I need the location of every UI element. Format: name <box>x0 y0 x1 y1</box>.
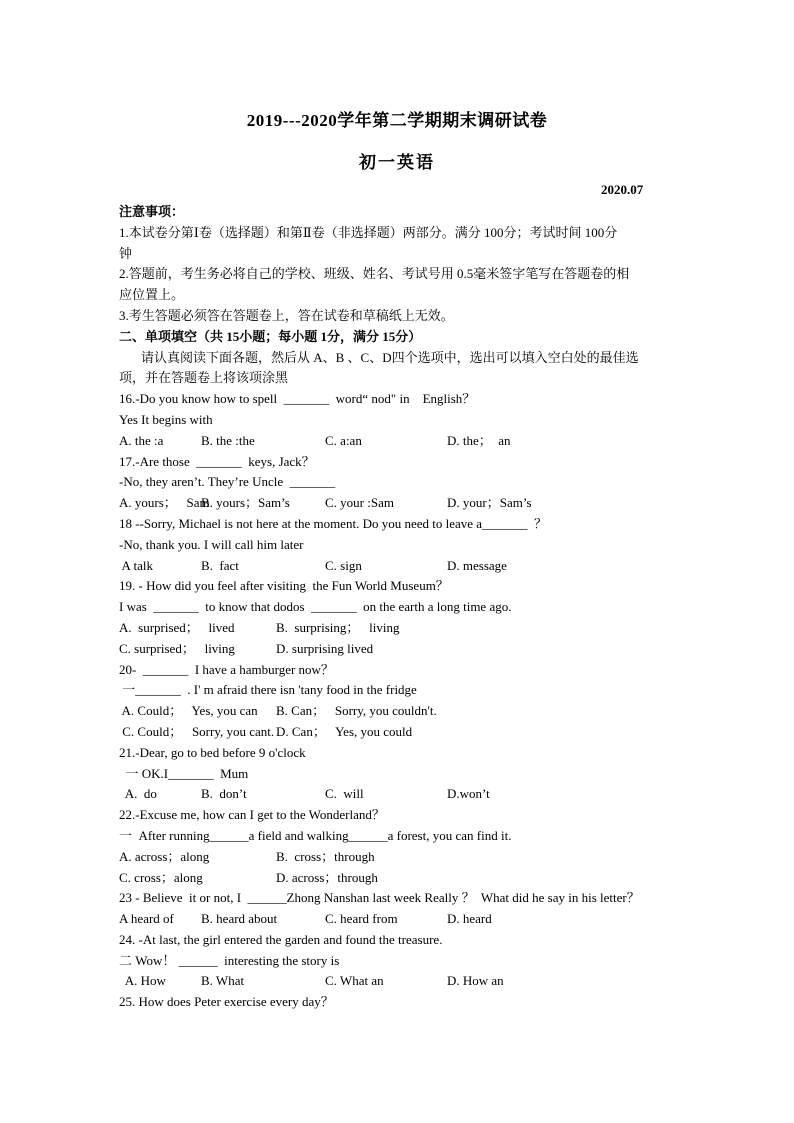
answer-option: C. will <box>325 786 364 802</box>
note-line: 应位置上。 <box>119 287 185 303</box>
answer-option: D. across；through <box>276 869 378 885</box>
question-stem: 20- _______ I have a hamburger now？ <box>119 661 334 677</box>
question-item <box>119 930 681 992</box>
question-stem: 24. -At last, the girl entered the garden and found the treasure. <box>119 931 443 947</box>
question-stem: 22.-Excuse me, how can I get to the Wonderland？ <box>119 807 385 823</box>
question-dialogue-line: -No, they aren’t. They’re Uncle _______ <box>119 474 336 490</box>
question-item <box>119 452 681 514</box>
answer-option: A. do <box>119 786 157 802</box>
answer-option: C. What an <box>325 973 384 989</box>
option-row <box>119 971 681 992</box>
question-stem: 23 - Believe it or not, I ______Zhong Nanshan last week Really ？ What did he say in his letter？ <box>119 890 640 906</box>
question-dialogue-line: 一_______ . I' m afraid there isn 'tany food in the fridge <box>119 682 417 698</box>
answer-option: D. heard <box>447 911 492 927</box>
question-stem: 21.-Dear, go to bed before 9 o'clock <box>119 744 306 760</box>
option-row <box>119 618 681 639</box>
question-dialogue-line: Yes It begins with <box>119 411 213 427</box>
question-item <box>119 389 681 451</box>
answer-option: A. How <box>119 973 166 989</box>
answer-option: C. your :Sam <box>325 495 394 511</box>
answer-option: D. surprising lived <box>276 640 374 656</box>
exam-date: 2020.07 <box>601 182 644 197</box>
answer-option: B. don’t <box>201 786 247 802</box>
answer-option: D. the； an <box>447 432 511 448</box>
question-item <box>119 743 681 805</box>
answer-option: D. message <box>447 557 507 573</box>
answer-option: B. fact <box>201 557 239 573</box>
answer-option: C. heard from <box>325 911 398 927</box>
question-item <box>119 992 681 1013</box>
answer-option: D.won’t <box>447 786 490 802</box>
question-dialogue-line: -No, thank you. I will call him later <box>119 536 304 552</box>
exam-subject: 初一英语 <box>359 153 435 172</box>
question-item <box>119 660 681 743</box>
section-instruction-cont: 项，并在答题卷上将该项涂黑 <box>119 370 289 386</box>
question-stem: 19. - How did you feel after visiting the Fun World Museum？ <box>119 578 449 594</box>
answer-option: B. the :the <box>201 432 255 448</box>
question-dialogue-line: 一 OK.I_______ Mum <box>119 765 249 781</box>
answer-option: B. What <box>201 973 245 989</box>
answer-option: C. sign <box>325 557 362 573</box>
answer-option: C. cross；along <box>119 869 203 885</box>
question-stem: 16.-Do you know how to spell _______ word“ nod" in English？ <box>119 391 476 407</box>
answer-option: D. Can； Yes, you could <box>276 723 413 739</box>
answer-option: A. Could； Yes, you can <box>119 703 258 719</box>
answer-option: A. yours； Sam <box>119 495 210 511</box>
answer-option: B. yours；Sam’s <box>201 495 290 511</box>
exam-title: 2019---2020学年第二学期期末调研试卷 <box>246 111 548 130</box>
answer-option: A heard of <box>119 911 174 927</box>
option-row <box>119 909 681 930</box>
section-instruction: 请认真阅读下面各题，然后从 A、B 、C、D四个选项中，选出可以填入空白处的最佳选 <box>141 349 639 365</box>
question-stem: 25. How does Peter exercise every day？ <box>119 994 334 1010</box>
exam-content <box>119 202 681 1013</box>
option-row <box>119 431 681 452</box>
answer-option: B. Can； Sorry, you couldn't. <box>276 703 437 719</box>
question-stem: 18 --Sorry, Michael is not here at the moment. Do you need to leave a_______ ？ <box>119 515 548 531</box>
option-row <box>119 493 681 514</box>
question-dialogue-line: 一 After running______a field and walking______a forest, you can find it. <box>119 827 512 843</box>
note-line: 1.本试卷分第Ⅰ卷（选择题）和第Ⅱ卷（非选择题）两部分。满分 100分；考试时间 100分 <box>119 224 618 240</box>
question-item <box>119 888 681 930</box>
notes-heading: 注意事项： <box>119 204 185 219</box>
option-row <box>119 784 681 805</box>
question-list <box>119 389 681 1013</box>
question-stem: 17.-Are those _______ keys, Jack？ <box>119 453 315 469</box>
option-row <box>119 868 681 889</box>
question-dialogue-line: 二 Wow！ ______ interesting the story is <box>119 952 340 968</box>
answer-option: A talk <box>119 557 153 573</box>
option-row <box>119 556 681 577</box>
option-row <box>119 639 681 660</box>
answer-option: D. How an <box>447 973 504 989</box>
note-line: 2.答题前，考生务必将自己的学校、班级、姓名、考试号用 0.5毫米签字笔写在答题卷的相 <box>119 266 630 282</box>
answer-option: A. the :a <box>119 432 164 448</box>
question-dialogue-line: I was _______ to know that dodos _______ on the earth a long time ago. <box>119 599 512 615</box>
question-item <box>119 514 681 576</box>
note-line: 钟 <box>119 245 133 261</box>
answer-option: A. surprised； lived <box>119 619 235 635</box>
option-row <box>119 701 681 722</box>
answer-option: A. across；along <box>119 848 210 864</box>
answer-option: B. cross；through <box>276 848 375 864</box>
answer-option: D. your；Sam’s <box>447 495 532 511</box>
answer-option: C. Could； Sorry, you cant. <box>119 723 275 739</box>
answer-option: B. heard about <box>201 911 278 927</box>
option-row <box>119 722 681 743</box>
option-row <box>119 847 681 868</box>
answer-option: B. surprising； living <box>276 619 400 635</box>
note-line: 3.考生答题必须答在答题卷上，答在试卷和草稿纸上无效。 <box>119 307 454 323</box>
section-heading: 二、单项填空（共 15小题；每小题 1分，满分 15分） <box>119 328 422 344</box>
answer-option: C. a:an <box>325 432 362 448</box>
question-item <box>119 805 681 888</box>
question-item <box>119 576 681 659</box>
answer-option: C. surprised； living <box>119 640 235 656</box>
